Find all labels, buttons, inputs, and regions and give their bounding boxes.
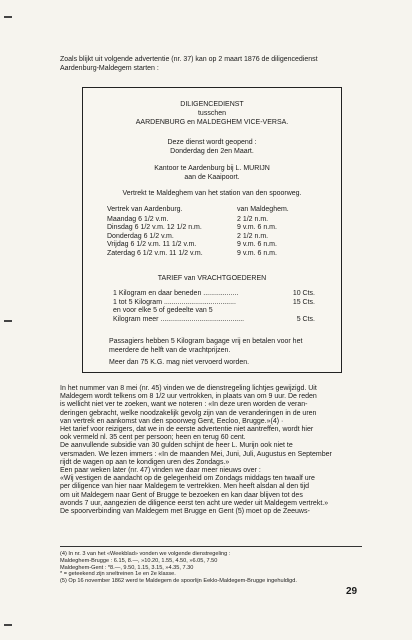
ad-departure-note: Vertrekt te Maldeghem van het station van den spoorweg.: [122, 190, 302, 197]
schedule-header-left: Vertrek van Aardenburg.: [107, 206, 183, 213]
intro-line: Zoals blijkt uit volgende advertentie (nr. 37) kan op 2 maart 1876 de diligencedienst: [60, 56, 318, 63]
ad-opening-line: Donderdag den 2en Maart.: [170, 148, 254, 155]
intro-paragraph: [60, 55, 360, 73]
passenger-note: Passagiers hebben 5 Kilogram bagage vrij en betalen voor het meerdere de helft van de vrachtprijzen.: [109, 338, 303, 354]
schedule-row: Dinsdag 6 1/2 v.m. 12 1/2 n.m. 9 v.m. 6 n.m.: [107, 224, 277, 232]
footnote: * = geteekend zijn sneltreinen 1e en 2e klasse.: [60, 571, 176, 578]
intro-line: Aardenburg-Maldegem starten :: [60, 65, 159, 72]
footnotes: [60, 551, 366, 585]
main-paragraph: In het nummer van 8 mei (nr. 45) vinden we de dienstregeling lichtjes gewijzigd. Uit Maldegem wordt telkens om 8 1/2 uur vertrokken, in plaats van om 9 uur. De reden is wellicht niet ver te zoeken, want we noteren : «In deze uren worden de veran- deringen gebracht, welke noodzakelijk gevolg zijn van de veranderingen in de uren van vertrek en aankomst van den spoorweg Gent, Eecloo, Brugge.»(4) · Het tarief voor reizigers, dat we in de eerste advertentie niet aantreffen, wordt hier ook vermeld nl. 35 cent per persoon; heen en terug 60 cent. De aanvullende subsidie van 30 gulden schijnt de heer L. Murijn ook niet te versmaden. We lezen immers : «In de maanden Mei, Juni, Juli, Augustus en September rijdt de wagen op aan te kondigen uren des Zondags.» Een paar weken later (nr. 47) vinden we daar meer nieuws over : «Wij vestigen de aandacht op de gelegenheid om Zondags middags ten twaalf ure per diligence van hier naar Maldegem te vertrekken. Men heeft alsdan al den tijd om uit Maldegem naar Gent of Brugge te bezoeken en kan daar blijven tot des avonds 7 uur, aangezien de diligence eerst ten acht ure weder uit Maldegem vertrekt.» De spoorverbinding van Maldegem met Brugge en Gent (5) moet op de Zeeuws-: [60, 385, 332, 516]
page-number: 29: [346, 586, 358, 597]
weight-limit-note: Meer dan 75 K.G. mag niet vervoerd worden.: [109, 359, 250, 366]
footnote: (5) Op 16 november 1862 werd te Maldegem de spoorlijn Eeklo-Maldegem-Brugge ingehuldigd.: [60, 578, 297, 585]
tariff-row: 1 tot 5 Kilogram ..................................... 15 Cts.: [113, 298, 315, 306]
ad-office-line: aan de Kaaipoort.: [184, 174, 240, 181]
ad-title: DILIGENCEDIENST: [180, 101, 244, 108]
ad-office-line: Kantoor te Aardenburg bij L. MURIJN: [154, 165, 270, 172]
schedule-row: Maandag 6 1/2 v.m. 2 1/2 n.m.: [107, 215, 269, 223]
tariff-heading: TARIEF van VRACHTGOEDEREN: [157, 275, 267, 282]
schedule-header: [107, 206, 321, 215]
tariff-row: Kilogram meer ........................................... 5 Cts.: [113, 315, 315, 323]
crop-mark: [4, 16, 12, 18]
tariff-row: 1 Kilogram en daar beneden .................. 10 Cts.: [113, 290, 315, 297]
crop-mark: [4, 624, 12, 626]
footnote: Maldeghem-Gent : *8.—, 9.50, 1.15, 3.15, »4.35, 7.30: [60, 564, 194, 571]
ad-opening-line: Deze dienst wordt geopend :: [167, 139, 257, 146]
tariff-list: [113, 290, 315, 324]
schedule-table: [107, 206, 321, 259]
ad-route: AARDENBURG en MALDEGHEM VICE-VERSA.: [135, 119, 289, 126]
crop-mark: [4, 320, 12, 322]
footnote: Maldeghem-Brugge : 6.15, 8.—, »10.20, 1.55, 4.50, »6.05, 7.50: [60, 557, 218, 564]
footnote-divider: [60, 546, 362, 547]
schedule-header-right: van Maldeghem.: [237, 206, 289, 213]
footnote: (4) In nr. 3 van het «Weekblad» vonden we volgende dienstregeling :: [60, 551, 231, 557]
schedule-row: Donderdag 6 1/2 v.m. 2 1/2 n.m.: [107, 232, 269, 240]
schedule-row: Zaterdag 6 1/2 v.m. 11 1/2 v.m. 9 v.m. 6 n.m.: [107, 249, 277, 257]
schedule-row: Vrijdag 6 1/2 v.m. 11 1/2 v.m. 9 v.m. 6 n.m.: [107, 241, 277, 249]
tariff-note: en voor elke 5 of gedeelte van 5: [113, 307, 213, 315]
ad-subtitle: tusschen: [197, 110, 227, 117]
advertisement-box: [82, 87, 342, 373]
